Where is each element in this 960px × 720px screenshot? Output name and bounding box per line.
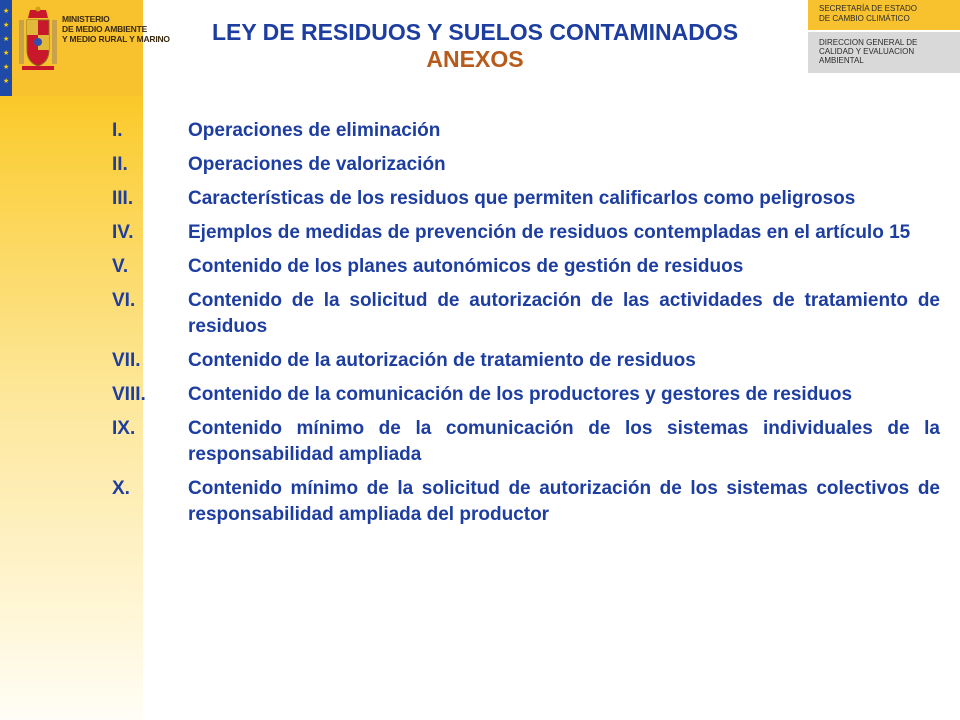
list-item — [112, 288, 940, 340]
annex-number: VII. — [112, 350, 141, 371]
annex-list — [112, 118, 940, 536]
annex-number: IV. — [112, 222, 134, 243]
list-item — [112, 348, 940, 374]
annex-number: I. — [112, 120, 123, 141]
direccion-line: CALIDAD Y EVALUACION — [819, 47, 915, 56]
ministry-line: Y MEDIO RURAL Y MARINO — [62, 34, 170, 44]
ministry-logo — [0, 0, 170, 96]
ministry-line: MINISTERIO — [62, 14, 110, 24]
annex-text: Características de los residuos que permiten calificarlos como peligrosos — [188, 188, 856, 209]
list-item — [112, 152, 940, 178]
list-item — [112, 186, 940, 212]
annex-text: Contenido mínimo de la comunicación de los sistemas individuales de la responsabilidad ampliada — [188, 418, 940, 465]
list-item — [112, 416, 940, 468]
annex-number: VI. — [112, 290, 136, 311]
coat-of-arms-icon — [16, 6, 60, 76]
direccion-box — [808, 32, 960, 73]
direccion-line: DIRECCION GENERAL DE — [819, 38, 918, 47]
list-item — [112, 254, 940, 280]
annex-text: Contenido de la autorización de tratamiento de residuos — [188, 350, 696, 371]
annex-number: VIII. — [112, 384, 146, 405]
annex-text: Contenido de la comunicación de los productores y gestores de residuos — [188, 384, 853, 405]
annex-text: Contenido de los planes autonómicos de gestión de residuos — [188, 256, 744, 277]
list-item — [112, 476, 940, 528]
secretaria-line: SECRETARÍA DE ESTADO — [819, 4, 917, 13]
ministry-line: DE MEDIO AMBIENTE — [62, 24, 148, 34]
list-item — [112, 382, 940, 408]
annex-text: Ejemplos de medidas de prevención de residuos contempladas en el artículo 15 — [188, 222, 911, 243]
ministry-name — [62, 14, 170, 44]
secretaria-box — [808, 0, 960, 30]
page-subtitle: ANEXOS — [426, 46, 524, 72]
annex-text: Operaciones de valorización — [188, 154, 446, 175]
annex-text: Operaciones de eliminación — [188, 120, 441, 141]
department-boxes — [808, 0, 960, 73]
annex-text: Contenido mínimo de la solicitud de autorización de los sistemas colectivos de responsabilidad ampliada del productor — [188, 478, 940, 525]
annex-number: X. — [112, 478, 130, 499]
direccion-line: AMBIENTAL — [819, 56, 864, 65]
annex-number: III. — [112, 188, 134, 209]
page-title: LEY DE RESIDUOS Y SUELOS CONTAMINADOS — [211, 19, 739, 45]
annex-number: V. — [112, 256, 129, 277]
list-item — [112, 220, 940, 246]
annex-number: II. — [112, 154, 128, 175]
annex-text: Contenido de la solicitud de autorización de las actividades de tratamiento de residuos — [188, 290, 940, 337]
annex-number: IX. — [112, 418, 136, 439]
eu-flag-strip: ★ ★ ★ ★ ★ ★ — [0, 0, 12, 96]
list-item — [112, 118, 940, 144]
title-block — [150, 18, 800, 72]
secretaria-line: DE CAMBIO CLIMÁTICO — [819, 14, 910, 23]
